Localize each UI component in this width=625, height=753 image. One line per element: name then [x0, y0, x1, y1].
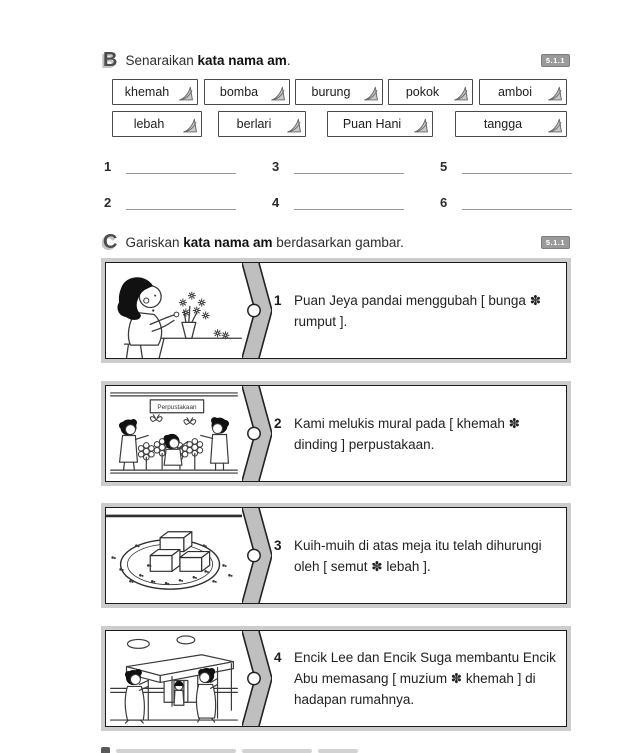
answer-blank-1[interactable]: 1 [104, 158, 236, 174]
cutoff-letter-top [101, 747, 110, 753]
word-card-amboi[interactable] [479, 79, 567, 105]
word-card-bomba[interactable] [204, 79, 290, 105]
item-number: 3 [274, 537, 282, 553]
page-curl-icon [547, 117, 564, 135]
ticket-notch-divider [242, 508, 272, 603]
word-label: Puan Hani [342, 117, 402, 131]
write-line[interactable] [294, 194, 404, 210]
word-label: bomba [219, 85, 259, 99]
write-line[interactable] [462, 194, 572, 210]
standard-code-badge: 5.1.1 [541, 236, 570, 249]
item-sentence: Kuih-muih di atas meja itu telah dihurungi oleh [ semut ✽ lebah ]. [294, 537, 542, 574]
write-line[interactable] [126, 158, 236, 174]
word-label: lebah [133, 117, 165, 131]
page-curl-icon [453, 85, 470, 103]
page-curl-icon [286, 117, 303, 135]
section-b-header [103, 50, 570, 70]
page-curl-icon [178, 85, 195, 103]
answer-blank-4[interactable]: 4 [272, 194, 404, 210]
answer-blank-5[interactable]: 5 [440, 158, 572, 174]
illustration-woman-arranging-flowers [106, 263, 242, 358]
answer-blank-3[interactable]: 3 [272, 158, 404, 174]
exercise-card-4 [101, 626, 571, 731]
exercise-card-3 [101, 503, 571, 608]
item-number: 2 [274, 415, 282, 431]
word-card-berlari[interactable] [218, 111, 306, 137]
answer-blank-2[interactable]: 2 [104, 194, 236, 210]
ticket-notch-divider [242, 263, 272, 358]
item-sentence: Kami melukis mural pada [ khemah ✽ dinding ] perpustakaan. [294, 415, 520, 452]
notch-circle [248, 427, 260, 439]
word-card-khemah[interactable] [112, 79, 198, 105]
ticket-notch-divider [242, 631, 272, 726]
notch-circle [248, 672, 260, 684]
word-card-burung[interactable] [295, 79, 383, 105]
word-card-puan-hani[interactable] [327, 111, 433, 137]
word-label: khemah [124, 85, 170, 99]
word-label: pokok [405, 85, 440, 99]
illustration-men-setting-up-canopy [106, 631, 242, 726]
item-number: 4 [274, 650, 282, 665]
write-line[interactable] [462, 158, 572, 174]
page-curl-icon [363, 85, 380, 103]
item-sentence: Puan Jeya pandai menggubah [ bunga ✽ rumput ]. [294, 292, 542, 329]
exercise-card-1 [101, 258, 571, 363]
illustration-children-painting-library-mural [106, 386, 242, 481]
word-card-tangga[interactable] [455, 111, 567, 137]
next-page-cutoff [101, 745, 441, 753]
page-curl-icon [182, 117, 199, 135]
ticket-notch-divider [242, 386, 272, 481]
item-number: 1 [274, 292, 282, 308]
word-label: amboi [497, 85, 533, 99]
page-curl-icon [413, 117, 430, 135]
word-card-pokok[interactable] [388, 79, 473, 105]
answer-blank-6[interactable]: 6 [440, 194, 572, 210]
section-c-letter: C [103, 231, 117, 253]
section-b-title: Senaraikan kata nama am. [125, 52, 291, 68]
item-sentence: Encik Lee dan Encik Suga membantu Encik Abu memasang [ muzium ✽ khemah ] di hadapan rumahnya. [294, 650, 556, 707]
notch-circle [248, 549, 260, 561]
word-label: burung [311, 85, 351, 99]
page-curl-icon [547, 85, 564, 103]
word-label: berlari [236, 117, 272, 131]
section-c-header [103, 232, 570, 252]
write-line[interactable] [126, 194, 236, 210]
page-curl-icon [270, 85, 287, 103]
section-b-letter: B [103, 49, 117, 71]
word-card-lebah[interactable] [112, 111, 202, 137]
section-c-title: Gariskan kata nama am berdasarkan gambar. [125, 234, 404, 250]
notch-circle [248, 304, 260, 316]
standard-code-badge: 5.1.1 [541, 54, 570, 67]
illustration-kuih-on-plate-with-ants [106, 508, 242, 603]
exercise-card-2 [101, 381, 571, 486]
write-line[interactable] [294, 158, 404, 174]
word-label: tangga [483, 117, 523, 131]
library-sign-label: Perpustakaan [157, 404, 197, 412]
